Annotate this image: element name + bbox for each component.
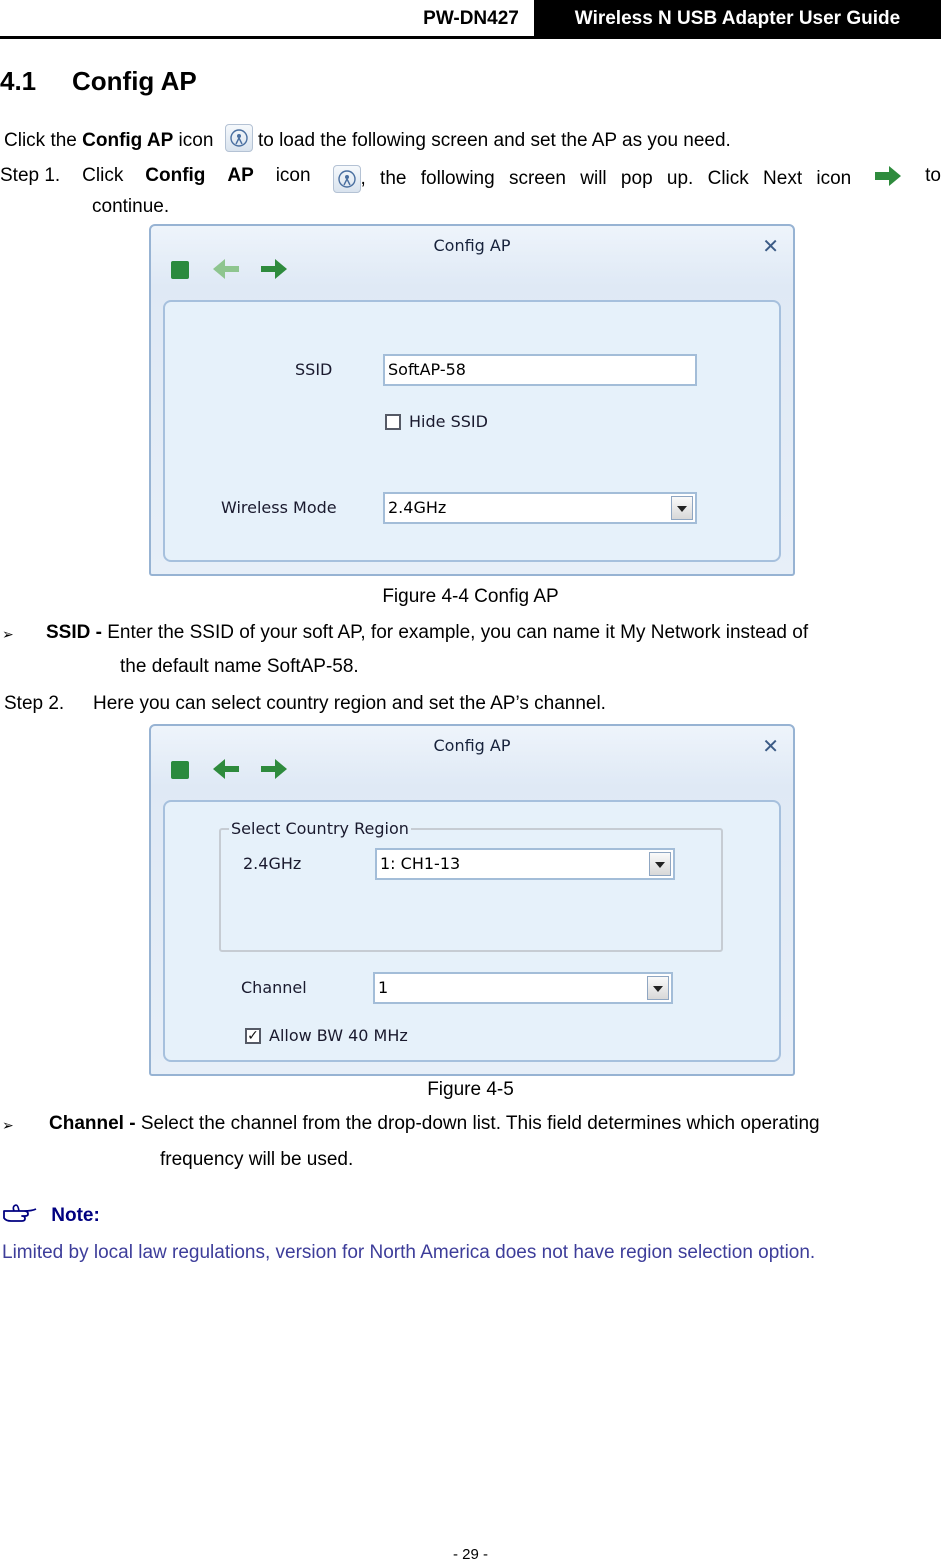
step1-word-to: to	[925, 165, 941, 186]
country-region-legend: Select Country Region	[231, 819, 409, 838]
next-arrow-icon[interactable]	[259, 257, 289, 281]
stop-icon[interactable]	[171, 761, 189, 779]
header-rule	[0, 36, 941, 39]
step1-middle-text: , the following screen will pop up. Click Next icon	[360, 168, 852, 189]
step1-word-click: Click	[82, 165, 124, 186]
dialog-title: Config AP	[433, 736, 511, 755]
config-ap-icon	[225, 124, 253, 152]
step1-line	[0, 165, 941, 193]
config-ap-icon	[333, 165, 361, 193]
chevron-down-icon[interactable]	[647, 976, 669, 1000]
wireless-mode-select[interactable]	[383, 492, 697, 524]
ssid-bullet-term: SSID -	[46, 622, 108, 643]
channel-select[interactable]	[373, 972, 673, 1004]
intro-text-2: icon	[173, 130, 219, 151]
bullet-arrow-icon: ➢	[2, 626, 14, 642]
step1-word-ap: AP	[227, 165, 254, 186]
dialog-title: Config AP	[433, 236, 511, 255]
step1-word-icon: icon	[275, 165, 311, 186]
allow-bw40-checkbox[interactable]: ✓	[245, 1028, 261, 1044]
back-arrow-icon[interactable]	[211, 257, 241, 281]
note-heading-text: Note:	[51, 1205, 100, 1226]
config-ap-dialog-2	[149, 724, 795, 1076]
channel-value: 1	[378, 978, 389, 997]
config-ap-dialog-1	[149, 224, 795, 576]
country-region-select[interactable]	[375, 848, 675, 880]
intro-text-3: to load the following screen and set the AP as you need.	[252, 130, 731, 151]
ssid-bullet-text: Enter the SSID of your soft AP, for example, you can name it My Network instead of	[107, 622, 809, 643]
figure-4-4-caption: Figure 4-4 Config AP	[382, 586, 559, 607]
wireless-mode-value: 2.4GHz	[388, 498, 447, 517]
figure-4-5-caption: Figure 4-5	[427, 1079, 514, 1100]
step1-middle	[333, 165, 852, 193]
header-model: PW-DN427	[423, 8, 519, 29]
hide-ssid-label: Hide SSID	[409, 412, 488, 431]
next-arrow-icon	[873, 165, 903, 187]
step1-word-config: Config	[145, 165, 206, 186]
chevron-down-icon[interactable]	[671, 496, 693, 520]
country-region-group	[219, 819, 723, 952]
bullet-arrow-icon: ➢	[2, 1117, 14, 1133]
note-body: Limited by local law regulations, version for North America does not have region selection option.	[2, 1242, 816, 1263]
note-heading	[2, 1203, 100, 1227]
ssid-input[interactable]: SoftAP-58	[383, 354, 697, 386]
allow-bw40-label: Allow BW 40 MHz	[269, 1026, 408, 1045]
section-heading	[0, 66, 197, 97]
section-title: Config AP	[72, 66, 197, 96]
chevron-down-icon[interactable]	[649, 852, 671, 876]
step1-label: Step 1.	[0, 165, 61, 186]
ssid-label: SSID	[295, 360, 333, 379]
hide-ssid-checkbox[interactable]	[385, 414, 401, 430]
channel-bullet-line2: frequency will be used.	[160, 1149, 354, 1170]
close-icon[interactable]: ✕	[762, 234, 779, 258]
page-number: - 29 -	[452, 1546, 488, 1563]
dialog-panel	[163, 800, 781, 1062]
ssid-bullet-line2: the default name SoftAP-58.	[120, 656, 359, 677]
stop-icon[interactable]	[171, 261, 189, 279]
channel-label: Channel	[241, 978, 307, 997]
channel-bullet-term: Channel -	[49, 1113, 141, 1134]
wireless-mode-label: Wireless Mode	[221, 498, 337, 517]
intro-paragraph	[4, 124, 731, 152]
step2-label: Step 2.	[4, 693, 65, 714]
channel-bullet-text: Select the channel from the drop-down list. This field determines which operating	[140, 1113, 820, 1134]
country-region-value: 1: CH1-13	[380, 854, 461, 873]
intro-text-1: Click the	[4, 130, 83, 151]
step2-text: Here you can select country region and set the AP’s channel.	[93, 693, 606, 714]
dialog-panel	[163, 300, 781, 562]
pointing-hand-icon	[2, 1203, 38, 1223]
section-number: 4.1	[0, 66, 37, 96]
channel-bullet-line1	[49, 1113, 941, 1135]
intro-bold-config-ap: Config AP	[82, 130, 174, 151]
band-label: 2.4GHz	[243, 854, 302, 873]
close-icon[interactable]: ✕	[762, 734, 779, 758]
back-arrow-icon[interactable]	[211, 757, 241, 781]
ssid-bullet-line1	[46, 622, 941, 644]
header-guide-title: Wireless N USB Adapter User Guide	[534, 0, 941, 36]
next-arrow-icon[interactable]	[259, 757, 289, 781]
step1-continue: continue.	[92, 196, 170, 217]
